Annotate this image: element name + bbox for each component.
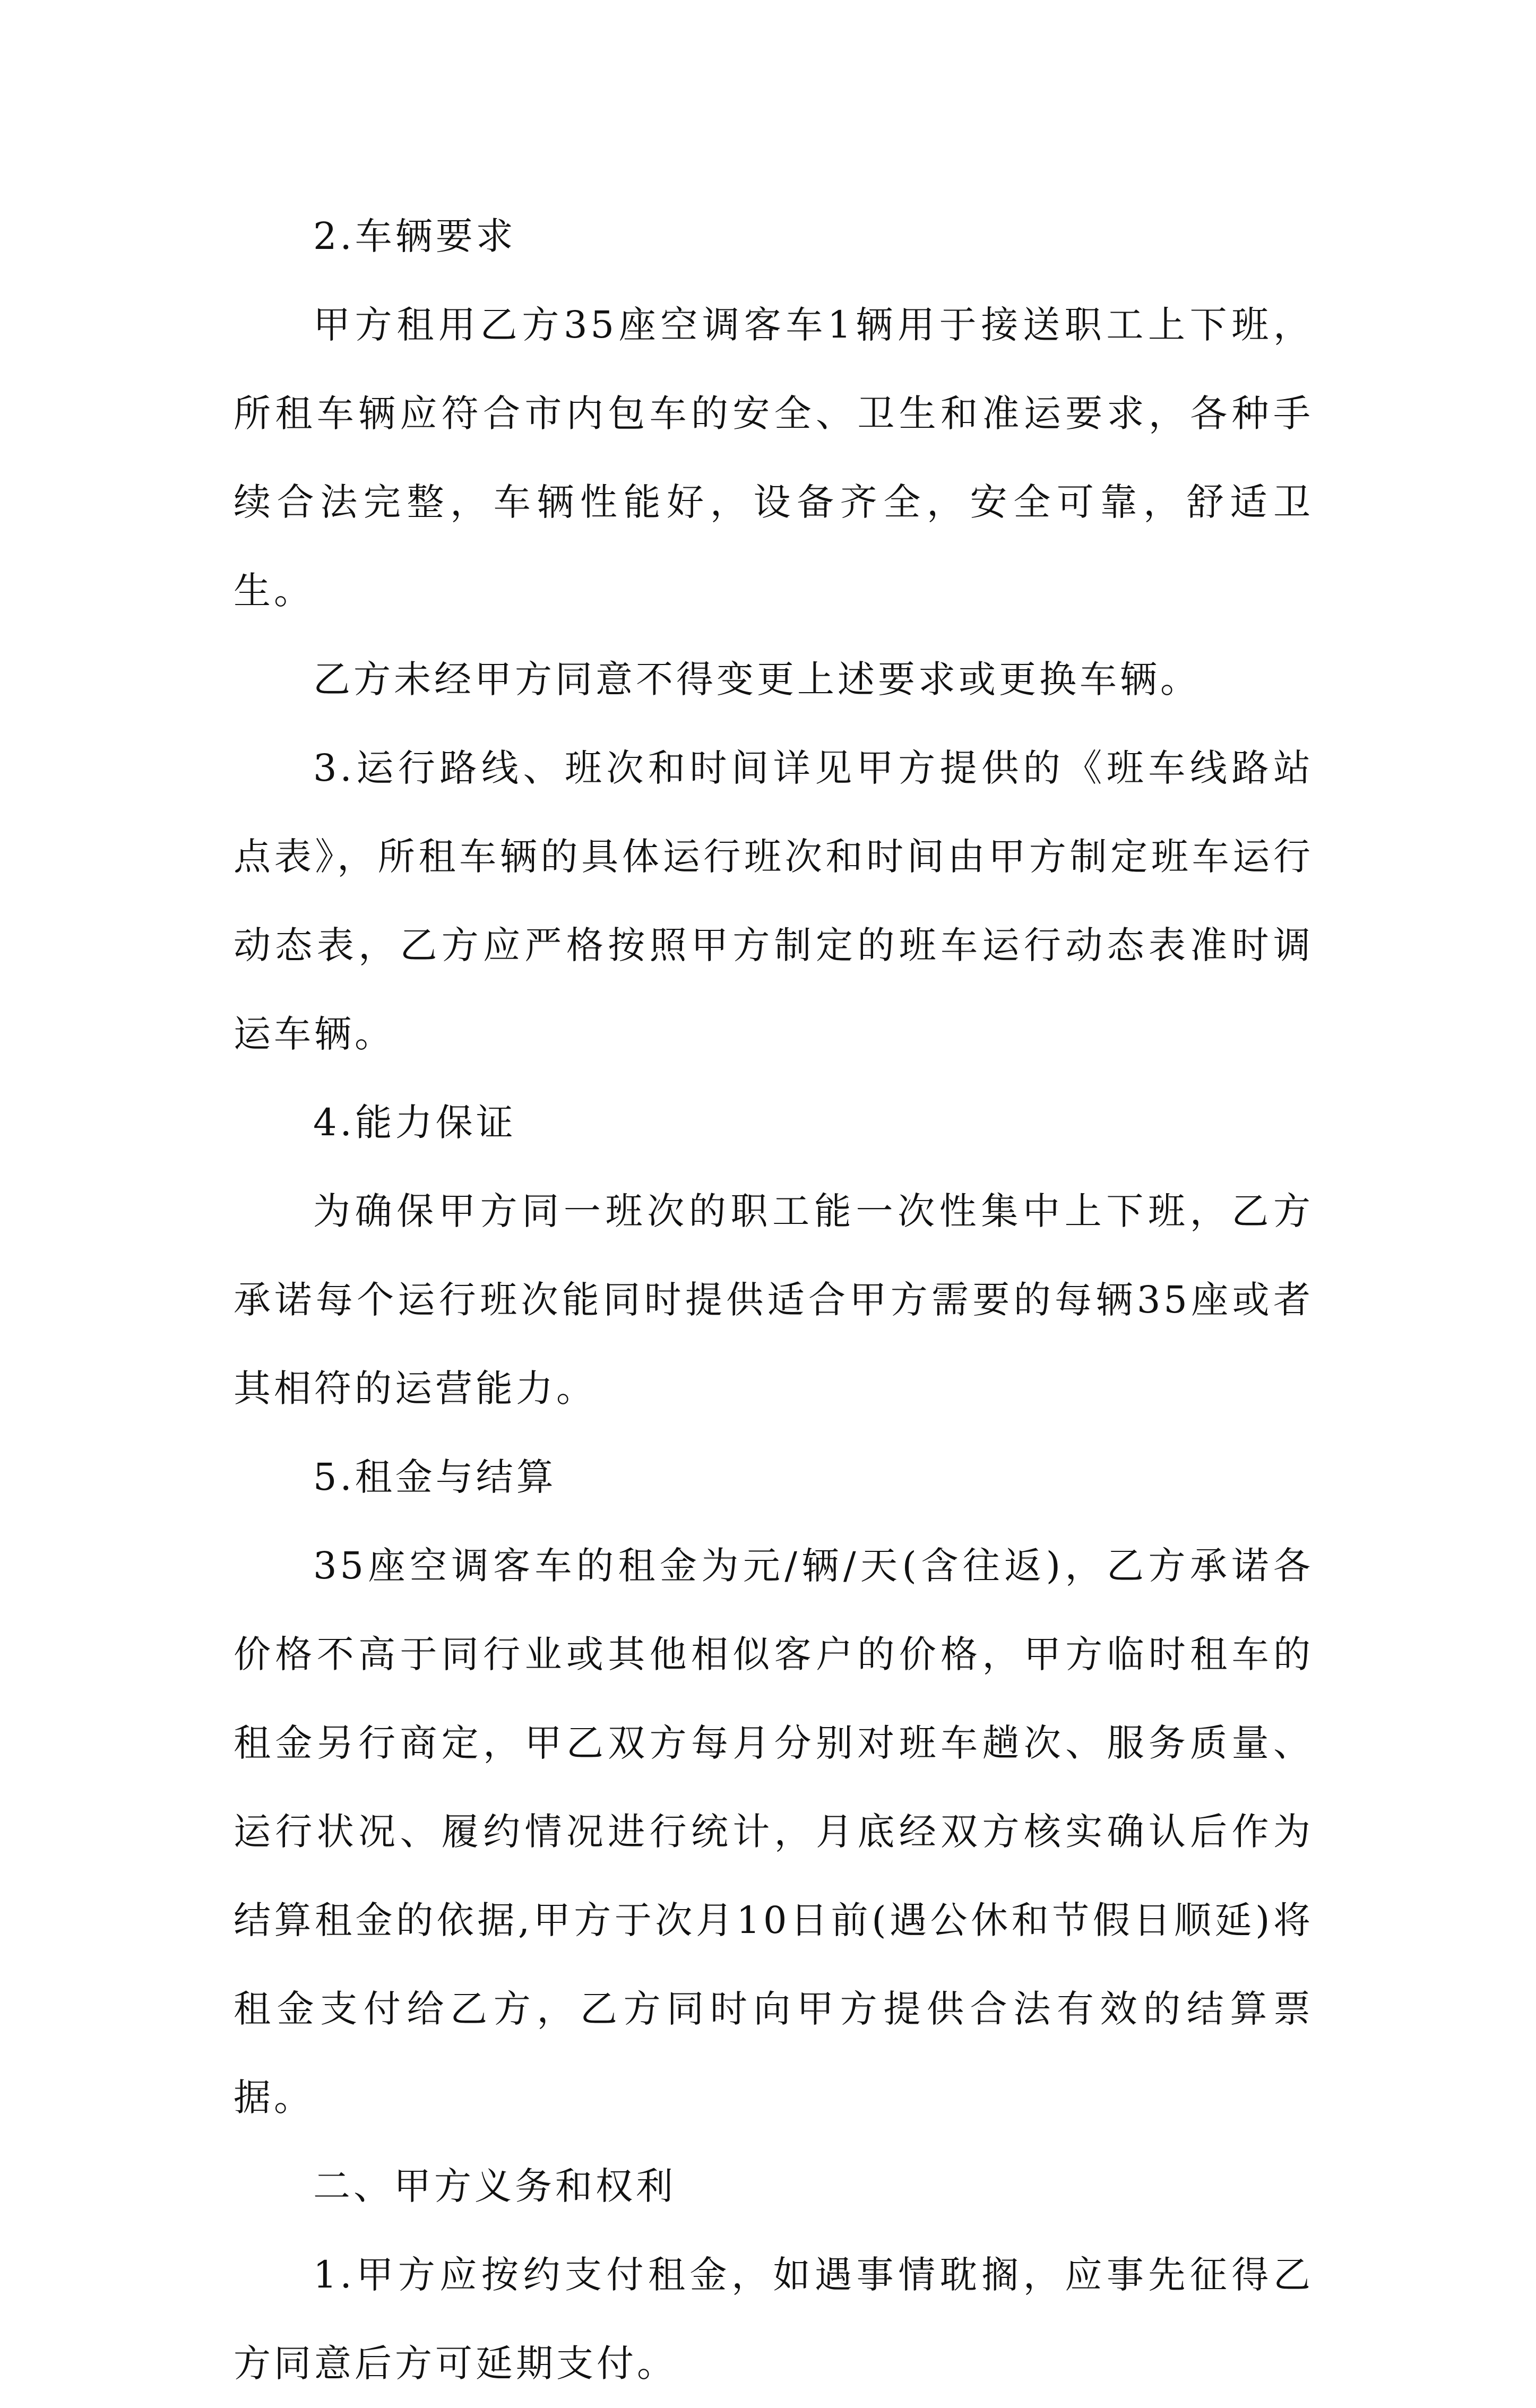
document-body	[234, 192, 1314, 2408]
paragraph-route-schedule: 3.运行路线、班次和时间详见甲方提供的《班车线路站点表》，所租车辆的具体运行班次和时间由甲方制定班车运行动态表，乙方应严格按照甲方制定的班车运行动态表准时调运车辆。	[234, 746, 1314, 1056]
paragraph-rent-settlement: 35座空调客车的租金为元/辆/天(含往返)，乙方承诺各价格不高于同行业或其他相似客户的价格，甲方临时租车的租金另行商定，甲乙双方每月分别对班车趟次、服务质量、运行状况、履约情况进行统计，月底经双方核实确认后作为结算租金的依据,甲方于次月10日前(遇公休和节假日顺延)将租金支付给乙方，乙方同时向甲方提供合法有效的结算票据。	[234, 1544, 1314, 2119]
section-heading-capacity: 4.能力保证	[313, 1101, 516, 1144]
paragraph-party-a-payment: 1.甲方应按约支付租金，如遇事情耽搁，应事先征得乙方同意后方可延期支付。	[234, 2253, 1314, 2385]
section-heading-party-a: 二、甲方义务和权利	[313, 2164, 676, 2208]
paragraph-vehicle-requirements: 甲方租用乙方35座空调客车1辆用于接送职工上下班，所租车辆应符合市内包车的安全、卫生和准运要求，各种手续合法完整，车辆性能好，设备齐全，安全可靠，舒适卫生。	[234, 303, 1314, 612]
section-heading-rent: 5.租金与结算	[313, 1455, 557, 1499]
section-heading-vehicle: 2.车辆要求	[313, 214, 516, 258]
paragraph-capacity: 为确保甲方同一班次的职工能一次性集中上下班，乙方承诺每个运行班次能同时提供适合甲方需要的每辆35座或者其相符的运营能力。	[234, 1189, 1314, 1410]
paragraph-vehicle-change: 乙方未经甲方同意不得变更上述要求或更换车辆。	[313, 658, 1201, 701]
